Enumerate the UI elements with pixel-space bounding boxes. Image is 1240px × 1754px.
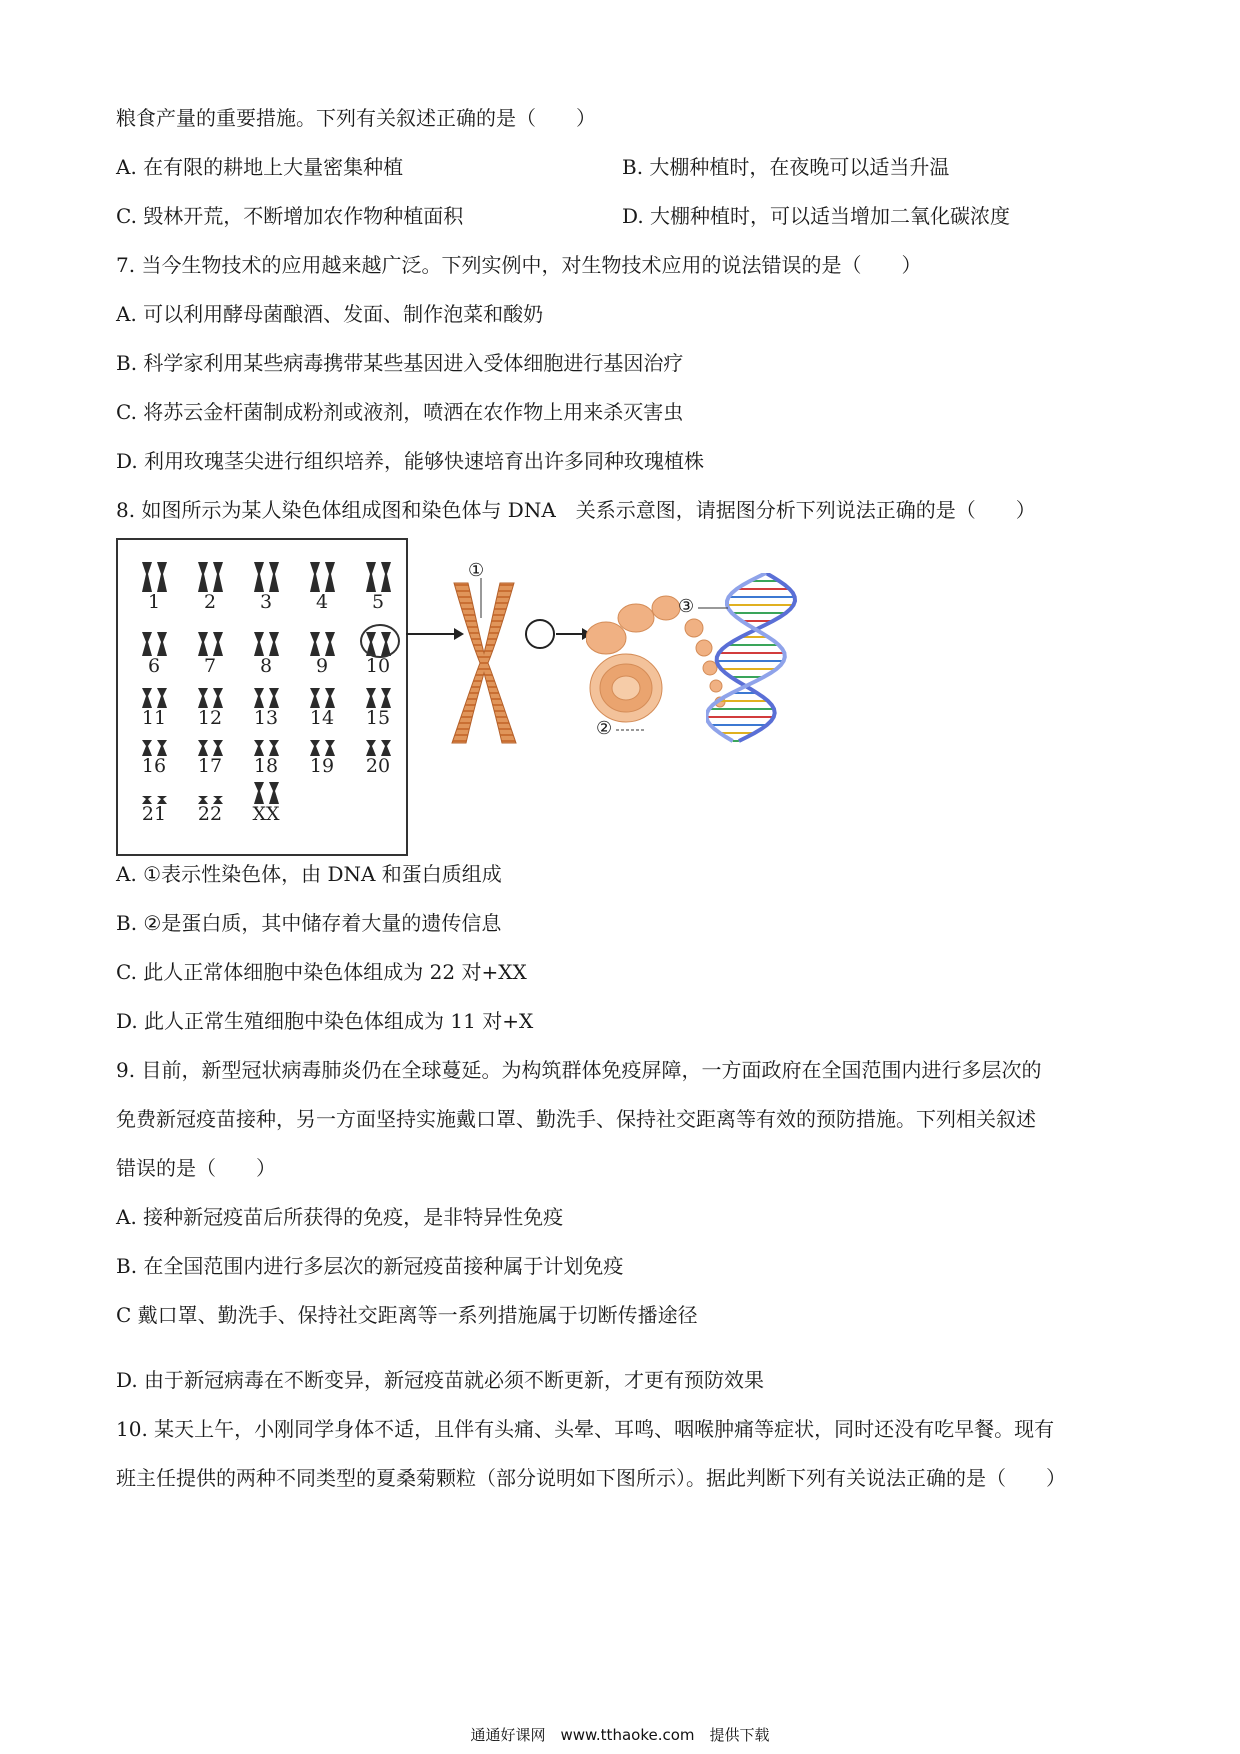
karyotype-pair-12: 12 — [184, 678, 236, 728]
chromosome-glyph — [268, 632, 280, 656]
chromosome-glyph — [253, 688, 265, 708]
chromosome-glyph — [324, 632, 336, 656]
q7-option-d: D. 利用玫瑰茎尖进行组织培养，能够快速培育出许多同种玫瑰植株 — [116, 449, 705, 473]
q6-option-c: C. 毁林开荒，不断增加农作物种植面积 — [116, 204, 464, 228]
karyotype-pair-14: 14 — [296, 678, 348, 728]
chromosome-glyph — [197, 740, 209, 756]
dna-double-helix — [706, 573, 826, 753]
karyotype-pair-11: 11 — [128, 678, 180, 728]
karyotype-pair-21: 21 — [128, 774, 180, 824]
q8-stem: 8. 如图所示为某人染色体组成图和染色体与 DNA 关系示意图，请据图分析下列说法正确的是（ ） — [116, 498, 1036, 522]
chromosome-glyph — [380, 562, 392, 592]
chromosome-glyph — [156, 632, 168, 656]
chromosome-glyph — [380, 688, 392, 708]
chromosome-glyph — [268, 562, 280, 592]
karyotype-pair-7: 7 — [184, 626, 236, 676]
q6-option-b: B. 大棚种植时，在夜晚可以适当升温 — [622, 155, 950, 179]
q9-option-b: B. 在全国范围内进行多层次的新冠疫苗接种属于计划免疫 — [116, 1254, 624, 1278]
karyotype-pair-18: 18 — [240, 726, 292, 776]
chromosome-glyph — [212, 740, 224, 756]
q9-stem-line-3: 错误的是（ ） — [116, 1156, 276, 1180]
chromosome-glyph — [141, 632, 153, 656]
chromosome-glyph — [197, 688, 209, 708]
karyotype-pair-15: 15 — [352, 678, 404, 728]
chromosome-glyph — [212, 688, 224, 708]
callout-2-leader — [616, 724, 646, 736]
q8-option-a: A. ①表示性染色体，由 DNA 和蛋白质组成 — [116, 862, 502, 886]
karyotype-pair-20: 20 — [352, 726, 404, 776]
q8-option-d: D. 此人正常生殖细胞中染色体组成为 11 对+X — [116, 1009, 534, 1033]
chromosome-glyph — [141, 688, 153, 708]
callout-1: ① — [468, 560, 485, 581]
chromosome-glyph — [324, 688, 336, 708]
chromosome-glyph — [253, 740, 265, 756]
karyotype-pair-19: 19 — [296, 726, 348, 776]
q10-stem-line-1: 10. 某天上午，小刚同学身体不适，且伴有头痛、头晕、耳鸣、咽喉肿痛等症状，同时还没有吃早餐。现有 — [116, 1417, 1055, 1441]
karyotype-pair-1: 1 — [128, 562, 180, 612]
highlight-circle — [360, 624, 400, 658]
chromosome-glyph — [253, 632, 265, 656]
karyotype-pair-13: 13 — [240, 678, 292, 728]
q7-option-b: B. 科学家利用某些病毒携带某些基因进入受体细胞进行基因治疗 — [116, 351, 684, 375]
q8-option-c: C. 此人正常体细胞中染色体组成为 22 对+XX — [116, 960, 527, 984]
chromosome-glyph — [380, 740, 392, 756]
chromosome-glyph — [253, 782, 265, 804]
q9-stem-line-2: 免费新冠疫苗接种，另一方面坚持实施戴口罩、勤洗手、保持社交距离等有效的预防措施。下列相关叙述 — [116, 1107, 1036, 1131]
q7-option-a: A. 可以利用酵母菌酿酒、发面、制作泡菜和酸奶 — [116, 302, 544, 326]
karyotype-chart — [116, 538, 408, 856]
karyotype-pair-6: 6 — [128, 626, 180, 676]
chromosome-glyph — [156, 740, 168, 756]
chromosome-glyph — [268, 688, 280, 708]
q6-stem-continuation: 粮食产量的重要措施。下列有关叙述正确的是（ ） — [116, 106, 596, 130]
q9-option-d: D. 由于新冠病毒在不断变异，新冠疫苗就必须不断更新，才更有预防效果 — [116, 1368, 765, 1392]
karyotype-pair-22: 22 — [184, 774, 236, 824]
q7-option-c: C. 将苏云金杆菌制成粉剂或液剂，喷洒在农作物上用来杀灭害虫 — [116, 400, 684, 424]
chromosome-glyph — [324, 562, 336, 592]
chromosome-glyph — [365, 688, 377, 708]
chromosome-glyph — [141, 562, 153, 592]
callout-3-leader — [698, 602, 728, 614]
karyotype-pair-10: 10 — [352, 626, 404, 676]
callout-2: ② — [596, 718, 613, 739]
q9-option-a: A. 接种新冠疫苗后所获得的免疫，是非特异性免疫 — [116, 1205, 564, 1229]
q6-option-a: A. 在有限的耕地上大量密集种植 — [116, 155, 404, 179]
chromosome-glyph — [197, 632, 209, 656]
chromosome-glyph — [365, 562, 377, 592]
chromosome-glyph — [309, 688, 321, 708]
q8-option-b: B. ②是蛋白质，其中储存着大量的遗传信息 — [116, 911, 502, 935]
chromosome-glyph — [365, 740, 377, 756]
q7-stem: 7. 当今生物技术的应用越来越广泛。下列实例中，对生物技术应用的说法错误的是（ ） — [116, 253, 922, 277]
karyotype-pair-4: 4 — [296, 562, 348, 612]
callout-3: ③ — [678, 596, 695, 617]
chromosome-glyph — [253, 562, 265, 592]
q9-stem-line-1: 9. 目前，新型冠状病毒肺炎仍在全球蔓延。为构筑群体免疫屏障，一方面政府在全国范围内进行多层次的 — [116, 1058, 1042, 1082]
chromosome-glyph — [197, 562, 209, 592]
q8-figure — [116, 538, 846, 856]
chromosome-glyph — [324, 740, 336, 756]
karyotype-pair-5: 5 — [352, 562, 404, 612]
q9-option-c: C 戴口罩、勤洗手、保持社交距离等一系列措施属于切断传播途径 — [116, 1303, 698, 1327]
chromosome-glyph — [309, 632, 321, 656]
karyotype-pair-2: 2 — [184, 562, 236, 612]
karyotype-pair-3: 3 — [240, 562, 292, 612]
chromosome-glyph — [309, 562, 321, 592]
callout-1-leader — [476, 578, 486, 618]
chromosome-glyph — [141, 740, 153, 756]
karyotype-pair-16: 16 — [128, 726, 180, 776]
chromosome-glyph — [156, 688, 168, 708]
q6-option-d: D. 大棚种植时，可以适当增加二氧化碳浓度 — [622, 204, 1011, 228]
chromosome-glyph — [309, 740, 321, 756]
footer-watermark: 通通好课网 www.tthaoke.com 提供下载 — [470, 1726, 770, 1744]
q10-stem-line-2: 班主任提供的两种不同类型的夏桑菊颗粒（部分说明如下图所示）。据此判断下列有关说法正确的是（ ） — [116, 1466, 1066, 1490]
karyotype-pair-8: 8 — [240, 626, 292, 676]
chromosome-glyph — [212, 562, 224, 592]
karyotype-pair-17: 17 — [184, 726, 236, 776]
chromosome-glyph — [212, 632, 224, 656]
chromosome-glyph — [268, 740, 280, 756]
chromosome-glyph — [156, 562, 168, 592]
karyotype-pair-XX: XX — [240, 774, 292, 824]
chromosome-glyph — [268, 782, 280, 804]
karyotype-pair-9: 9 — [296, 626, 348, 676]
